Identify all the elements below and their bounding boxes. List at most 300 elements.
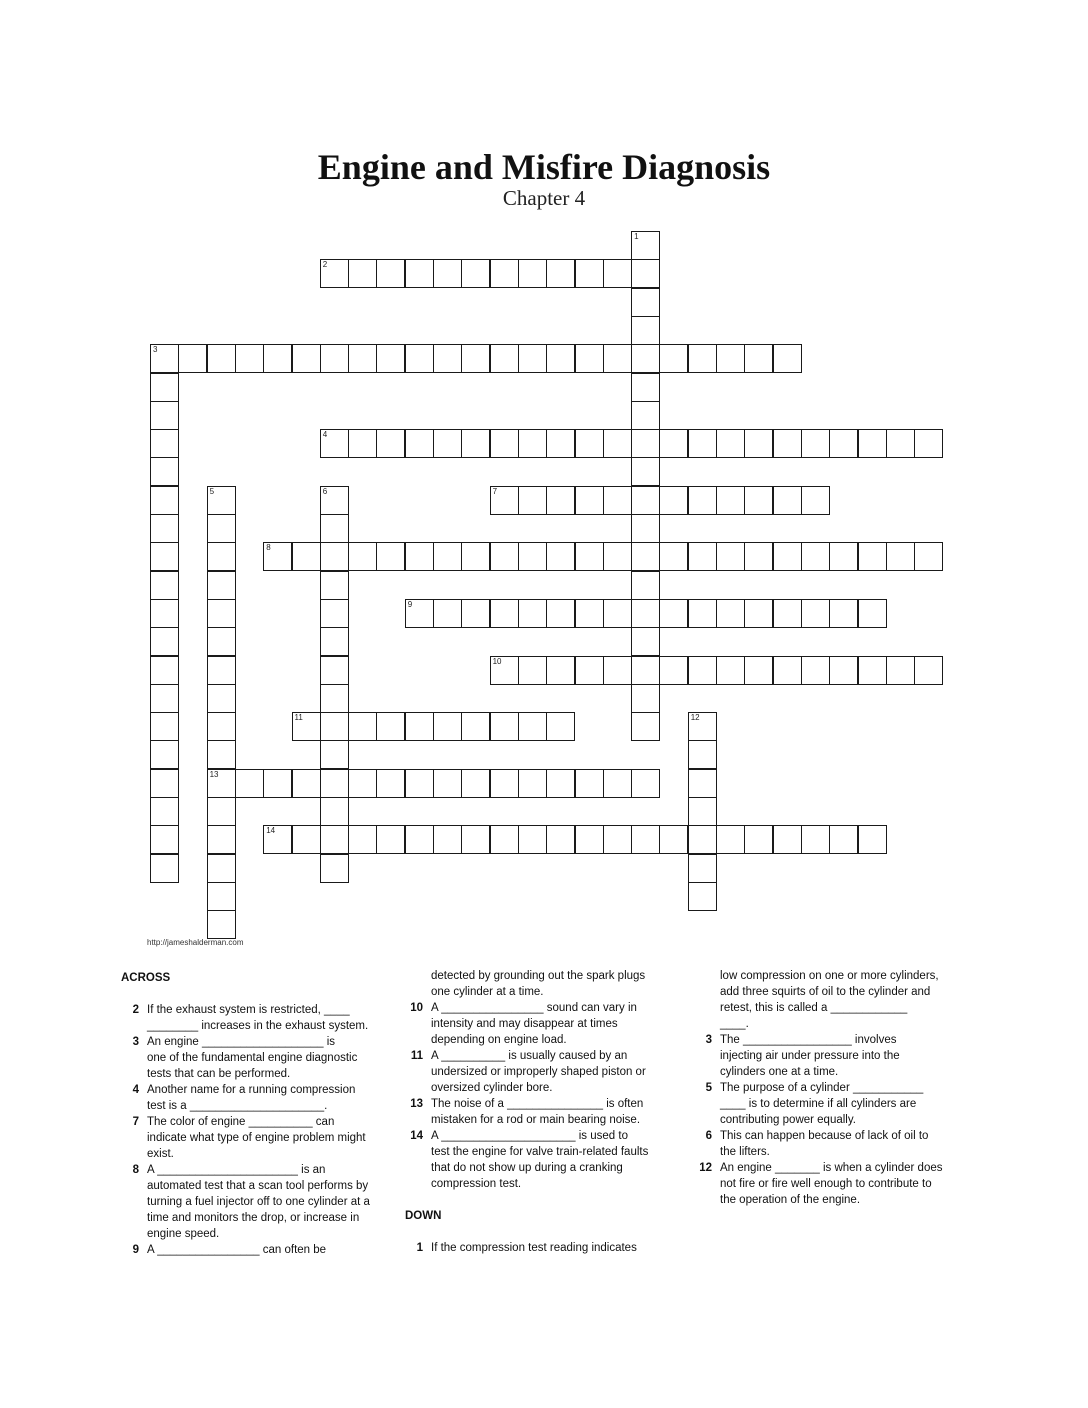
grid-cell[interactable] bbox=[518, 259, 547, 288]
clue-item-text: The purpose of a cylinder ___________ bbox=[720, 1082, 924, 1094]
grid-cell[interactable] bbox=[405, 599, 434, 628]
grid-cell[interactable] bbox=[433, 825, 462, 854]
grid-cell[interactable] bbox=[659, 344, 688, 373]
grid-cell[interactable] bbox=[207, 882, 236, 911]
clue-item bbox=[121, 1242, 379, 1258]
grid-cell[interactable] bbox=[518, 769, 547, 798]
grid-cell[interactable] bbox=[716, 486, 745, 515]
grid-cell[interactable] bbox=[858, 542, 887, 571]
grid-cell[interactable] bbox=[405, 344, 434, 373]
grid-cell[interactable] bbox=[773, 344, 802, 373]
clue-item bbox=[121, 1002, 379, 1018]
grid-cell[interactable] bbox=[744, 825, 773, 854]
grid-cell[interactable] bbox=[207, 825, 236, 854]
grid-cell[interactable] bbox=[659, 486, 688, 515]
grid-cell[interactable] bbox=[631, 259, 660, 288]
grid-cell[interactable] bbox=[631, 769, 660, 798]
grid-cell[interactable] bbox=[603, 656, 632, 685]
grid-cell[interactable] bbox=[575, 656, 604, 685]
grid-cell[interactable] bbox=[150, 712, 179, 741]
grid-cell[interactable] bbox=[433, 259, 462, 288]
grid-cell[interactable] bbox=[575, 429, 604, 458]
clue-item-number: 3 bbox=[132, 1036, 139, 1048]
grid-cell[interactable] bbox=[207, 599, 236, 628]
grid-cell[interactable] bbox=[461, 429, 490, 458]
grid-cell[interactable] bbox=[433, 344, 462, 373]
grid-cell[interactable] bbox=[490, 769, 519, 798]
grid-cell[interactable] bbox=[801, 825, 830, 854]
grid-cell[interactable] bbox=[716, 656, 745, 685]
grid-cell[interactable] bbox=[433, 542, 462, 571]
clue-number: 4 bbox=[322, 430, 328, 440]
grid-cell[interactable] bbox=[858, 599, 887, 628]
grid-cell[interactable] bbox=[207, 571, 236, 600]
grid-cell[interactable] bbox=[716, 825, 745, 854]
grid-cell[interactable] bbox=[659, 825, 688, 854]
grid-cell[interactable] bbox=[320, 769, 349, 798]
grid-cell[interactable] bbox=[631, 486, 660, 515]
clue-item bbox=[694, 1080, 949, 1096]
grid-cell[interactable] bbox=[773, 656, 802, 685]
grid-cell[interactable] bbox=[829, 656, 858, 685]
grid-cell[interactable] bbox=[518, 712, 547, 741]
grid-cell[interactable] bbox=[631, 514, 660, 543]
grid-cell[interactable] bbox=[688, 656, 717, 685]
clue-continuation: cylinders one at a time. bbox=[720, 1066, 839, 1078]
grid-cell[interactable] bbox=[829, 542, 858, 571]
grid-cell[interactable] bbox=[150, 401, 179, 430]
grid-cell[interactable] bbox=[292, 542, 321, 571]
grid-cell[interactable] bbox=[320, 712, 349, 741]
grid-cell[interactable] bbox=[348, 825, 377, 854]
grid-cell[interactable] bbox=[207, 769, 236, 798]
grid-cell[interactable] bbox=[575, 825, 604, 854]
puzzle-subtitle: Chapter 4 bbox=[502, 186, 586, 210]
grid-cell[interactable] bbox=[631, 231, 660, 260]
grid-cell[interactable] bbox=[631, 712, 660, 741]
grid-cell[interactable] bbox=[773, 542, 802, 571]
grid-cell[interactable] bbox=[659, 542, 688, 571]
clue-continuation: the lifters. bbox=[720, 1146, 770, 1158]
clue-continuation: add three squirts of oil to the cylinder and bbox=[720, 986, 931, 998]
grid-cell[interactable] bbox=[518, 656, 547, 685]
clue-continuation: one of the fundamental engine diagnostic bbox=[147, 1052, 358, 1064]
clue-item bbox=[405, 1048, 660, 1064]
grid-cell[interactable] bbox=[546, 429, 575, 458]
clue-item bbox=[121, 1114, 379, 1130]
grid-cell[interactable] bbox=[744, 429, 773, 458]
grid-cell[interactable] bbox=[320, 542, 349, 571]
clue-number: 6 bbox=[322, 486, 328, 496]
source-url: http://jameshalderman.com bbox=[147, 938, 244, 947]
grid-cell[interactable] bbox=[150, 514, 179, 543]
grid-cell[interactable] bbox=[688, 712, 717, 741]
grid-cell[interactable] bbox=[490, 429, 519, 458]
grid-cell[interactable] bbox=[320, 740, 349, 769]
grid-cell[interactable] bbox=[263, 344, 292, 373]
grid-cell[interactable] bbox=[320, 854, 349, 883]
grid-cell[interactable] bbox=[490, 825, 519, 854]
clue-continuation: the operation of the engine. bbox=[720, 1194, 861, 1206]
grid-cell[interactable] bbox=[518, 599, 547, 628]
clue-number: 12 bbox=[690, 713, 700, 723]
grid-cell[interactable] bbox=[518, 486, 547, 515]
clue-continuation: test is a _____________________. bbox=[147, 1100, 328, 1112]
clue-item-text: A __________ is usually caused by an bbox=[431, 1050, 628, 1062]
clue-item-text: The noise of a _______________ is often bbox=[431, 1098, 644, 1110]
clue-number: 5 bbox=[209, 486, 215, 496]
grid-cell[interactable] bbox=[603, 486, 632, 515]
grid-cell[interactable] bbox=[207, 344, 236, 373]
grid-cell[interactable] bbox=[688, 825, 717, 854]
clue-continuation: engine speed. bbox=[147, 1228, 220, 1240]
clue-item-text: The _________________ involves bbox=[720, 1034, 897, 1046]
clue-item-number: 2 bbox=[132, 1004, 139, 1016]
grid-cell[interactable] bbox=[405, 712, 434, 741]
grid-cell[interactable] bbox=[631, 457, 660, 486]
grid-cell[interactable] bbox=[490, 656, 519, 685]
grid-cell[interactable] bbox=[631, 627, 660, 656]
grid-cell[interactable] bbox=[631, 373, 660, 402]
grid-cell[interactable] bbox=[150, 769, 179, 798]
grid-cell[interactable] bbox=[207, 514, 236, 543]
grid-cell[interactable] bbox=[914, 429, 943, 458]
clue-continuation: that do not show up during a cranking bbox=[431, 1162, 623, 1174]
grid-cell[interactable] bbox=[546, 825, 575, 854]
grid-cell[interactable] bbox=[801, 429, 830, 458]
grid-cell[interactable] bbox=[461, 599, 490, 628]
clue-continuation: retest, this is called a ____________ bbox=[720, 1002, 908, 1014]
clue-continuation: exist. bbox=[147, 1148, 174, 1160]
clue-number: 13 bbox=[209, 769, 219, 779]
grid-cell[interactable] bbox=[405, 259, 434, 288]
clue-item-text: A _____________________ is used to bbox=[431, 1130, 628, 1142]
grid-cell[interactable] bbox=[433, 429, 462, 458]
grid-cell[interactable] bbox=[546, 259, 575, 288]
grid-cell[interactable] bbox=[348, 259, 377, 288]
grid-cell[interactable] bbox=[603, 429, 632, 458]
across-heading: ACROSS bbox=[121, 972, 171, 984]
clue-number: 7 bbox=[492, 486, 498, 496]
grid-cell[interactable] bbox=[320, 486, 349, 515]
grid-cell[interactable] bbox=[461, 344, 490, 373]
grid-cell[interactable] bbox=[376, 429, 405, 458]
grid-cell[interactable] bbox=[801, 599, 830, 628]
grid-cell[interactable] bbox=[150, 429, 179, 458]
grid-cell[interactable] bbox=[320, 599, 349, 628]
grid-cell[interactable] bbox=[716, 344, 745, 373]
grid-cell[interactable] bbox=[631, 429, 660, 458]
grid-cell[interactable] bbox=[320, 656, 349, 685]
clue-item bbox=[405, 1128, 660, 1144]
grid-cell[interactable] bbox=[744, 344, 773, 373]
grid-cell[interactable] bbox=[405, 542, 434, 571]
clue-item-number: 11 bbox=[410, 1050, 423, 1062]
grid-cell[interactable] bbox=[858, 656, 887, 685]
grid-cell[interactable] bbox=[603, 769, 632, 798]
grid-cell[interactable] bbox=[348, 429, 377, 458]
grid-cell[interactable] bbox=[320, 344, 349, 373]
grid-cell[interactable] bbox=[405, 825, 434, 854]
grid-cell[interactable] bbox=[235, 769, 264, 798]
clue-continuation: time and monitors the drop, or increase in bbox=[147, 1212, 360, 1224]
grid-cell[interactable] bbox=[376, 825, 405, 854]
grid-cell[interactable] bbox=[207, 542, 236, 571]
clue-continuation: ____. bbox=[720, 1018, 749, 1030]
clue-item-text: This can happen because of lack of oil to bbox=[720, 1130, 929, 1142]
clue-continuation: mistaken for a rod or main bearing noise. bbox=[431, 1114, 641, 1126]
grid-cell[interactable] bbox=[659, 656, 688, 685]
grid-cell[interactable] bbox=[433, 712, 462, 741]
clue-number: 1 bbox=[634, 232, 639, 241]
grid-cell[interactable] bbox=[914, 656, 943, 685]
grid-cell[interactable] bbox=[631, 401, 660, 430]
grid-cell[interactable] bbox=[150, 797, 179, 826]
grid-cell[interactable] bbox=[518, 825, 547, 854]
grid-cell[interactable] bbox=[348, 344, 377, 373]
grid-cell[interactable] bbox=[461, 542, 490, 571]
grid-cell[interactable] bbox=[688, 429, 717, 458]
grid-cell[interactable] bbox=[546, 542, 575, 571]
grid-cell[interactable] bbox=[603, 259, 632, 288]
grid-cell[interactable] bbox=[490, 259, 519, 288]
grid-cell[interactable] bbox=[320, 514, 349, 543]
grid-cell[interactable] bbox=[320, 429, 349, 458]
grid-cell[interactable] bbox=[773, 599, 802, 628]
clue-number: 3 bbox=[153, 345, 158, 355]
clue-item-text: If the exhaust system is restricted, ____ bbox=[147, 1004, 350, 1016]
grid-cell[interactable] bbox=[405, 769, 434, 798]
grid-cell[interactable] bbox=[773, 486, 802, 515]
clue-item-text: A ________________ can often be bbox=[147, 1244, 327, 1256]
grid-cell[interactable] bbox=[348, 542, 377, 571]
grid-cell[interactable] bbox=[575, 599, 604, 628]
grid-cell[interactable] bbox=[150, 457, 179, 486]
grid-cell[interactable] bbox=[688, 740, 717, 769]
grid-cell[interactable] bbox=[292, 344, 321, 373]
grid-cell[interactable] bbox=[207, 656, 236, 685]
grid-cell[interactable] bbox=[688, 769, 717, 798]
grid-cell[interactable] bbox=[744, 542, 773, 571]
grid-cell[interactable] bbox=[858, 825, 887, 854]
grid-cell[interactable] bbox=[490, 344, 519, 373]
grid-cell[interactable] bbox=[348, 769, 377, 798]
grid-cell[interactable] bbox=[207, 486, 236, 515]
grid-cell[interactable] bbox=[716, 429, 745, 458]
grid-cell[interactable] bbox=[858, 429, 887, 458]
grid-cell[interactable] bbox=[405, 429, 434, 458]
grid-cell[interactable] bbox=[433, 599, 462, 628]
clue-item bbox=[405, 1000, 660, 1016]
grid-cell[interactable] bbox=[575, 542, 604, 571]
grid-cell[interactable] bbox=[631, 288, 660, 317]
clue-item bbox=[121, 1162, 379, 1178]
clue-item-number: 4 bbox=[132, 1084, 139, 1096]
grid-cell[interactable] bbox=[631, 825, 660, 854]
grid-cell[interactable] bbox=[490, 542, 519, 571]
grid-cell[interactable] bbox=[150, 825, 179, 854]
grid-cell[interactable] bbox=[150, 656, 179, 685]
grid-cell[interactable] bbox=[631, 684, 660, 713]
down-heading: DOWN bbox=[405, 1210, 442, 1222]
grid-cell[interactable] bbox=[546, 769, 575, 798]
grid-cell[interactable] bbox=[744, 656, 773, 685]
grid-cell[interactable] bbox=[631, 656, 660, 685]
grid-cell[interactable] bbox=[575, 259, 604, 288]
grid-cell[interactable] bbox=[886, 656, 915, 685]
grid-cell[interactable] bbox=[659, 599, 688, 628]
grid-cell[interactable] bbox=[376, 712, 405, 741]
grid-cell[interactable] bbox=[546, 599, 575, 628]
grid-cell[interactable] bbox=[376, 769, 405, 798]
grid-cell[interactable] bbox=[914, 542, 943, 571]
grid-cell[interactable] bbox=[716, 599, 745, 628]
grid-cell[interactable] bbox=[773, 429, 802, 458]
grid-cell[interactable] bbox=[320, 571, 349, 600]
grid-cell[interactable] bbox=[207, 910, 236, 939]
grid-cell[interactable] bbox=[150, 854, 179, 883]
grid-cell[interactable] bbox=[292, 712, 321, 741]
grid-cell[interactable] bbox=[518, 429, 547, 458]
grid-cell[interactable] bbox=[263, 825, 292, 854]
grid-cell[interactable] bbox=[320, 797, 349, 826]
grid-cell[interactable] bbox=[518, 344, 547, 373]
clue-column-2 bbox=[405, 968, 660, 1256]
grid-cell[interactable] bbox=[546, 712, 575, 741]
clue-continuation: compression test. bbox=[431, 1178, 522, 1190]
clue-continuation: intensity and may disappear at times bbox=[431, 1018, 618, 1030]
grid-cell[interactable] bbox=[603, 599, 632, 628]
grid-cell[interactable] bbox=[631, 344, 660, 373]
grid-cell[interactable] bbox=[575, 344, 604, 373]
grid-cell[interactable] bbox=[744, 599, 773, 628]
grid-cell[interactable] bbox=[546, 656, 575, 685]
clue-item-number: 1 bbox=[416, 1242, 423, 1254]
grid-cell[interactable] bbox=[207, 854, 236, 883]
grid-cell[interactable] bbox=[688, 797, 717, 826]
grid-cell[interactable] bbox=[886, 542, 915, 571]
grid-cell[interactable] bbox=[376, 542, 405, 571]
grid-cell[interactable] bbox=[575, 769, 604, 798]
grid-cell[interactable] bbox=[546, 344, 575, 373]
grid-cell[interactable] bbox=[150, 373, 179, 402]
grid-cell[interactable] bbox=[207, 627, 236, 656]
grid-cell[interactable] bbox=[263, 542, 292, 571]
grid-cell[interactable] bbox=[320, 825, 349, 854]
grid-cell[interactable] bbox=[546, 486, 575, 515]
grid-cell[interactable] bbox=[150, 684, 179, 713]
grid-cell[interactable] bbox=[801, 542, 830, 571]
grid-cell[interactable] bbox=[829, 599, 858, 628]
grid-cell[interactable] bbox=[688, 542, 717, 571]
grid-cell[interactable] bbox=[490, 486, 519, 515]
grid-cell[interactable] bbox=[575, 486, 604, 515]
grid-cell[interactable] bbox=[376, 344, 405, 373]
grid-cell[interactable] bbox=[207, 712, 236, 741]
clue-number: 8 bbox=[266, 543, 271, 553]
grid-cell[interactable] bbox=[603, 825, 632, 854]
grid-cell[interactable] bbox=[490, 599, 519, 628]
grid-cell[interactable] bbox=[207, 797, 236, 826]
grid-cell[interactable] bbox=[603, 542, 632, 571]
grid-cell[interactable] bbox=[801, 486, 830, 515]
grid-cell[interactable] bbox=[631, 571, 660, 600]
clue-item-number: 14 bbox=[410, 1130, 423, 1142]
clue-continuation: test the engine for valve train-related faults bbox=[431, 1146, 649, 1158]
grid-cell[interactable] bbox=[688, 854, 717, 883]
grid-cell[interactable] bbox=[631, 316, 660, 345]
grid-cell[interactable] bbox=[688, 486, 717, 515]
grid-cell[interactable] bbox=[320, 627, 349, 656]
clue-item-number: 10 bbox=[410, 1002, 423, 1014]
clue-number: 11 bbox=[294, 713, 303, 723]
grid-cell[interactable] bbox=[716, 542, 745, 571]
grid-cell[interactable] bbox=[518, 542, 547, 571]
grid-cell[interactable] bbox=[320, 684, 349, 713]
clue-item bbox=[121, 1034, 379, 1050]
grid-cell[interactable] bbox=[659, 429, 688, 458]
grid-cell[interactable] bbox=[744, 486, 773, 515]
grid-cell[interactable] bbox=[461, 259, 490, 288]
grid-cell[interactable] bbox=[829, 825, 858, 854]
grid-cell[interactable] bbox=[829, 429, 858, 458]
clue-item bbox=[694, 1128, 949, 1144]
grid-cell[interactable] bbox=[631, 599, 660, 628]
grid-cell[interactable] bbox=[376, 259, 405, 288]
grid-cell[interactable] bbox=[263, 769, 292, 798]
grid-cell[interactable] bbox=[150, 740, 179, 769]
grid-cell[interactable] bbox=[688, 344, 717, 373]
grid-cell[interactable] bbox=[490, 712, 519, 741]
clue-item-number: 13 bbox=[410, 1098, 423, 1110]
clue-item-text: If the compression test reading indicates bbox=[431, 1242, 637, 1254]
grid-cell[interactable] bbox=[461, 769, 490, 798]
grid-cell[interactable] bbox=[292, 825, 321, 854]
grid-cell[interactable] bbox=[461, 712, 490, 741]
grid-cell[interactable] bbox=[348, 712, 377, 741]
grid-cell[interactable] bbox=[150, 627, 179, 656]
clue-continuation: low compression on one or more cylinders, bbox=[720, 970, 939, 982]
grid-cell[interactable] bbox=[150, 486, 179, 515]
grid-cell[interactable] bbox=[150, 599, 179, 628]
grid-cell[interactable] bbox=[688, 882, 717, 911]
grid-cell[interactable] bbox=[631, 542, 660, 571]
clue-item bbox=[121, 1082, 379, 1098]
grid-cell[interactable] bbox=[886, 429, 915, 458]
clue-item-text: An engine ___________________ is bbox=[147, 1036, 336, 1048]
puzzle-title: Engine and Misfire Diagnosis bbox=[317, 147, 771, 187]
grid-cell[interactable] bbox=[801, 656, 830, 685]
grid-cell[interactable] bbox=[688, 599, 717, 628]
grid-cell[interactable] bbox=[178, 344, 207, 373]
grid-cell[interactable] bbox=[773, 825, 802, 854]
grid-cell[interactable] bbox=[207, 684, 236, 713]
clue-item-text: An engine _______ is when a cylinder does bbox=[720, 1162, 943, 1174]
clue-item-number: 6 bbox=[705, 1130, 712, 1142]
grid-cell[interactable] bbox=[207, 740, 236, 769]
clue-item bbox=[694, 1160, 949, 1176]
grid-cell[interactable] bbox=[461, 825, 490, 854]
grid-cell[interactable] bbox=[433, 769, 462, 798]
grid-cell[interactable] bbox=[150, 344, 179, 373]
grid-cell[interactable] bbox=[603, 344, 632, 373]
grid-cell[interactable] bbox=[292, 769, 321, 798]
grid-cell[interactable] bbox=[320, 259, 349, 288]
grid-cell[interactable] bbox=[235, 344, 264, 373]
clue-item-number: 12 bbox=[699, 1162, 712, 1174]
grid-cell[interactable] bbox=[150, 571, 179, 600]
grid-cell[interactable] bbox=[150, 542, 179, 571]
